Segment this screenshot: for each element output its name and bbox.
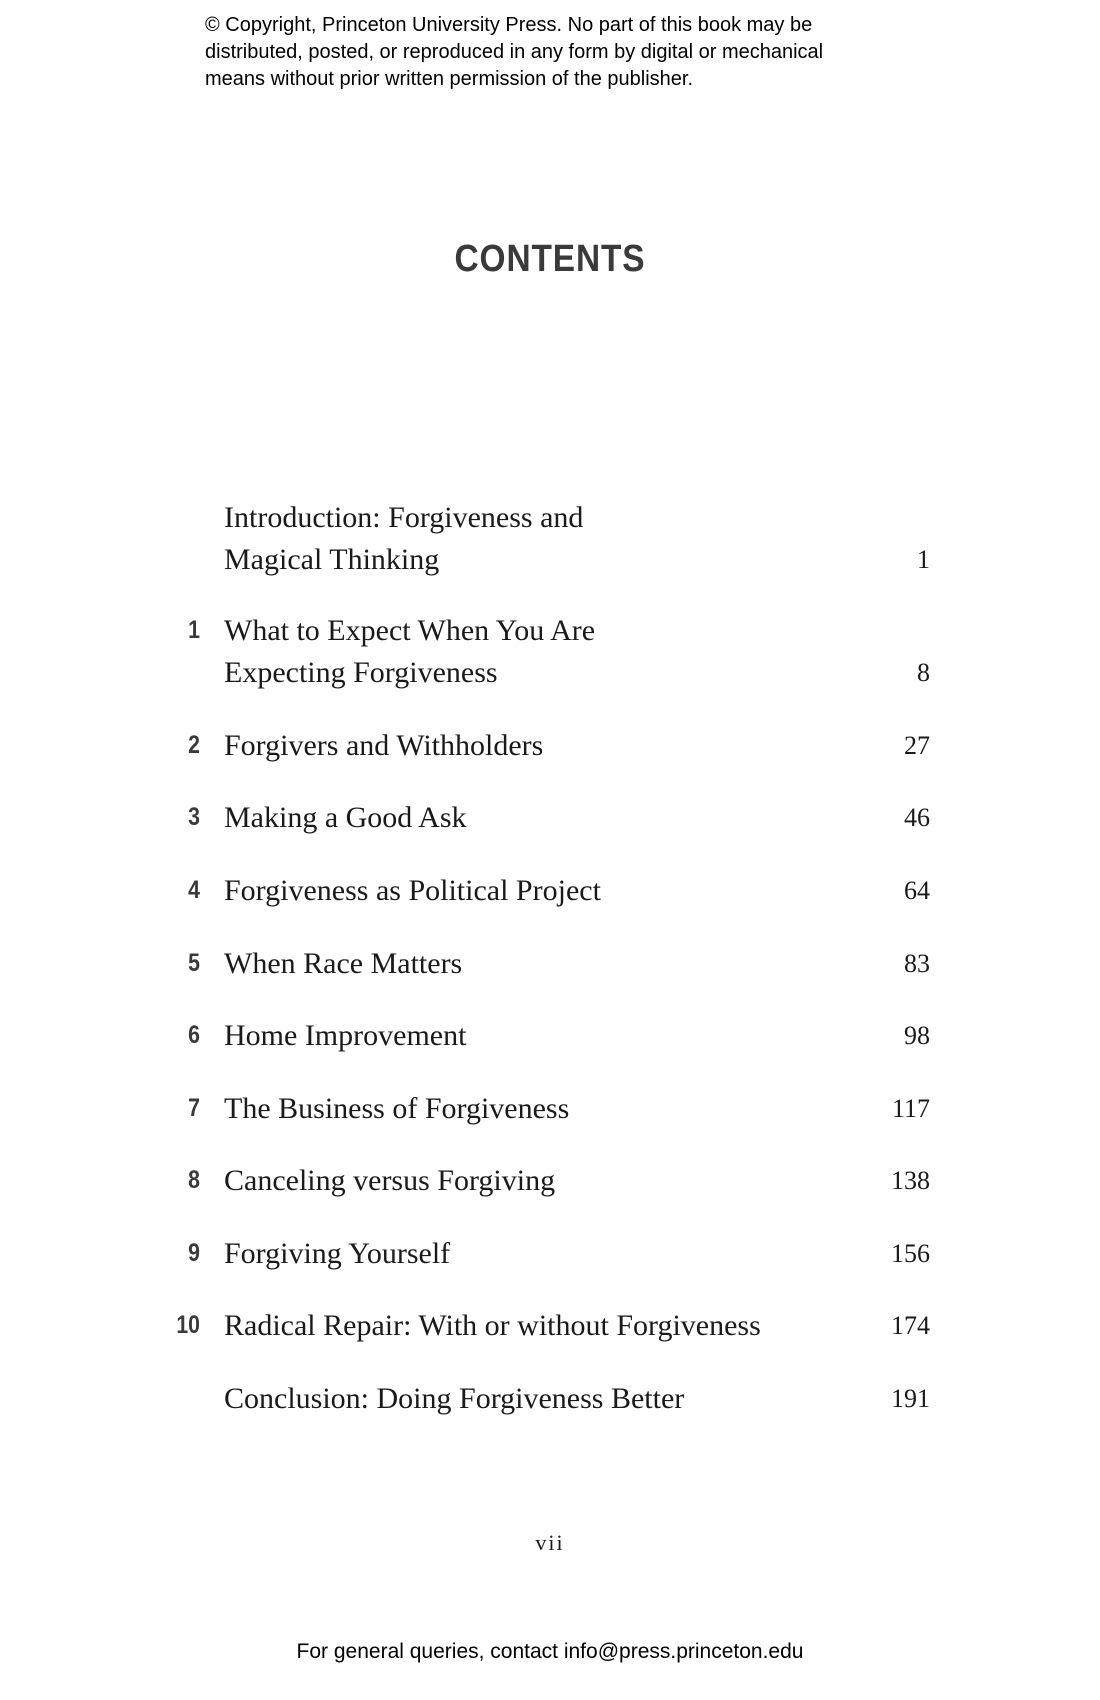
entry-title: Forgivers and Withholders (224, 729, 544, 762)
chapter-number: 6 (188, 1021, 200, 1049)
entry-page-number: 8 (917, 658, 930, 687)
entry-page-number: 46 (904, 803, 930, 832)
chapter-number: 9 (188, 1239, 200, 1267)
entry-page-number: 98 (904, 1021, 930, 1050)
page-title: CONTENTS (454, 238, 646, 280)
entry-title: Home Improvement (224, 1019, 467, 1052)
chapter-number: 7 (188, 1094, 200, 1122)
entry-title: What to Expect When You Are Expecting Forgiveness (224, 614, 596, 689)
entry-title: When Race Matters (224, 947, 463, 980)
chapter-number: 8 (188, 1166, 200, 1194)
entry-page-number: 138 (891, 1166, 930, 1195)
entry-title: Canceling versus Forgiving (224, 1164, 556, 1197)
entry-page-number: 27 (904, 731, 930, 760)
entry-title: Introduction: Forgiveness and Magical Thinking (224, 501, 584, 576)
entry-title: Making a Good Ask (224, 801, 467, 834)
entry-page-number: 174 (891, 1311, 930, 1340)
footer-contact-note: For general queries, contact info@press.princeton.edu (296, 1640, 804, 1663)
entry-page-number: 191 (891, 1384, 930, 1413)
entry-title: Forgiving Yourself (224, 1237, 451, 1270)
entry-page-number: 1 (917, 545, 930, 574)
entry-page-number: 83 (904, 949, 930, 978)
chapter-number: 1 (188, 616, 200, 644)
copyright-notice: © Copyright, Princeton University Press. No part of this book may be distributed, posted, or reproduced in any form by digital or mechanical means without prior written permission of the publisher. (205, 14, 824, 90)
chapter-number: 10 (176, 1311, 200, 1339)
entry-title: Forgiveness as Political Project (224, 874, 601, 907)
chapter-number: 3 (188, 803, 200, 831)
page-folio: vii (535, 1530, 565, 1555)
entry-title: Radical Repair: With or without Forgiveness (224, 1309, 761, 1342)
entry-page-number: 64 (904, 876, 930, 905)
chapter-number: 5 (188, 949, 200, 977)
entry-title: Conclusion: Doing Forgiveness Better (224, 1382, 685, 1415)
chapter-number: 2 (188, 731, 200, 759)
chapter-number: 4 (188, 876, 200, 904)
entry-page-number: 117 (891, 1094, 930, 1123)
entry-page-number: 156 (891, 1239, 930, 1268)
entry-title: The Business of Forgiveness (224, 1092, 570, 1125)
